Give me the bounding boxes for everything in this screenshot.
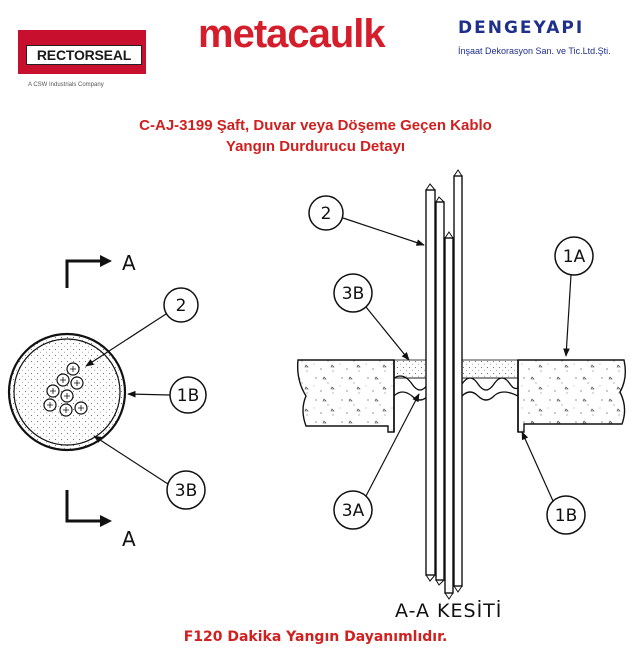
leader-line (128, 394, 170, 395)
rectorseal-tagline: A CSW Industrials Company (28, 82, 104, 88)
cable-icon (445, 238, 453, 593)
cable-icon (454, 176, 462, 586)
floor-slab-right (518, 360, 625, 432)
section-marker-top (67, 251, 136, 288)
leader-line (343, 218, 424, 245)
callout-1a-label: 1A (562, 247, 586, 267)
dengeyapi-subtitle: İnşaat Dekorasyon San. ve Tic.Ltd.Şti. (458, 46, 611, 56)
fire-rating-note: F120 Dakika Yangın Dayanımlıdır. (183, 629, 448, 645)
cable-icon (426, 190, 435, 575)
floor-slab-left (298, 360, 394, 432)
section-view-title: A-A KESİTİ (395, 600, 503, 622)
section-marker-bottom-label: A (122, 527, 136, 551)
cables-section (426, 176, 462, 593)
callout-1b-label: 1B (176, 386, 200, 406)
rectorseal-logo-text: RECTORSEAL (36, 47, 132, 63)
cable-icon (436, 202, 444, 580)
page-title-line-1: C-AJ-3199 Şaft, Duvar veya Döşeme Geçen Kablo (139, 117, 492, 134)
metacaulk-logo: metacaulk (198, 12, 385, 56)
page-title-line-2: Yangın Durdurucu Detayı (225, 138, 406, 155)
leader-line (522, 432, 553, 501)
leader-line (566, 275, 571, 356)
callout-3b-label: 3B (341, 284, 365, 304)
callout-3a-label: 3A (341, 501, 365, 521)
callout-2-label: 2 (175, 296, 187, 316)
section-marker-bottom (67, 490, 136, 551)
leader-line (366, 307, 409, 360)
leader-line (86, 314, 166, 366)
section-marker-top-label: A (122, 251, 136, 275)
section-view (298, 170, 626, 599)
leader-line (94, 436, 168, 484)
callout-2-label: 2 (320, 204, 332, 224)
callout-1b-label: 1B (554, 506, 578, 526)
plan-view (9, 251, 206, 551)
dengeyapi-logo: DENGEYAPI (458, 18, 585, 38)
callout-3b-label: 3B (174, 481, 198, 501)
